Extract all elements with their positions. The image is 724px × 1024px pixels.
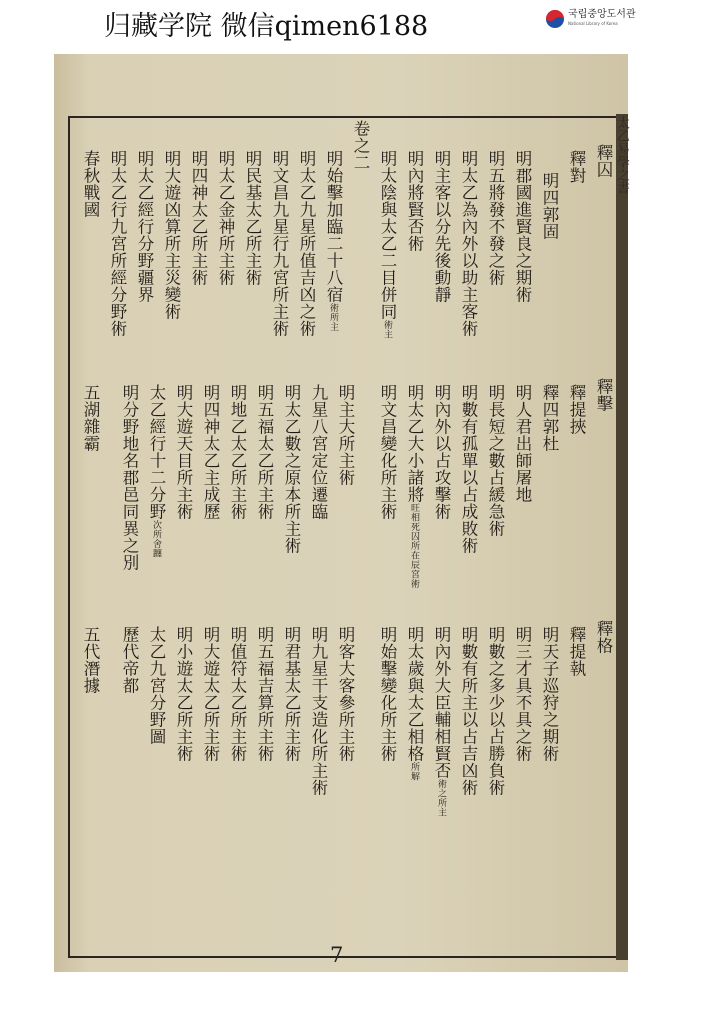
toc-entry: 明五福太乙所主術: [255, 384, 274, 520]
toc-entry: 明數有孤單以占成敗術: [459, 384, 478, 554]
toc-entry: 明太乙九星所值吉凶之術: [297, 150, 316, 337]
toc-entry: 明始擊變化所主術: [378, 626, 397, 762]
page-number: 7: [330, 943, 344, 967]
toc-heading-shitizhi: 釋提執: [567, 626, 586, 677]
toc-entry: 明三才具不具之術: [513, 626, 532, 762]
toc-entry: [376, 150, 398, 339]
library-logo-english: National Library of Korea: [568, 21, 618, 26]
toc-entry-note: 術所主: [328, 303, 338, 332]
toc-entry: 明數有所主以占吉凶術: [459, 626, 478, 796]
toc-entry-note: 所解: [409, 762, 419, 781]
toc-entry: 明太乙為內外以助主客術: [459, 150, 478, 337]
toc-entry: 釋四郭杜: [540, 384, 559, 452]
toc-entry: [403, 626, 425, 781]
toc-entry: 歷代帝都: [120, 626, 139, 694]
toc-entry-text: 明始擊加臨二十八宿: [324, 150, 343, 303]
toc-entry: [403, 384, 425, 589]
toc-entry-text: 明太乙大小諸將: [405, 384, 424, 503]
toc-entry: 五代潛據: [81, 626, 100, 694]
toc-entry: 明主大所主術: [336, 384, 355, 486]
toc-entry: 明民基太乙所主術: [243, 150, 262, 286]
toc-entry: 明四郭固: [540, 172, 559, 240]
toc-entry: 五湖雜霸: [81, 384, 100, 452]
toc-entry-text: 明太歲與太乙相格: [405, 626, 424, 762]
toc-heading-shitixie: 釋提挾: [567, 384, 586, 435]
toc-entry: 明九星干支造化所主術: [309, 626, 328, 796]
toc-entry: [322, 150, 344, 332]
toc-entry-note: 術之所主: [436, 779, 446, 817]
toc-entry: 明分野地名郡邑同異之別: [120, 384, 139, 571]
toc-entry: 九星八宮定位遷臨: [309, 384, 328, 520]
toc-entry: 明小遊太乙所主術: [174, 626, 193, 762]
toc-entry-text: 明太陰與太乙二目併同: [378, 150, 397, 320]
toc-entry-note: 次所舍躔: [151, 520, 161, 558]
toc-entry: 明四神太乙主成歷: [201, 384, 220, 520]
toc-entry: 明地乙太乙所主術: [228, 384, 247, 520]
toc-entry: 明數之多少以占勝負術: [486, 626, 505, 796]
toc-entry: 明值符太乙所主術: [228, 626, 247, 762]
watermark-banner: 归藏学院 微信qimen6188: [104, 11, 429, 42]
library-logo-korean: 국립중앙도서관: [568, 9, 636, 20]
national-library-emblem-icon: [545, 9, 565, 29]
toc-heading-shidui: 釋對: [567, 150, 586, 184]
toc-entry: 太乙九宮分野圖: [147, 626, 166, 745]
toc-entry: 明長短之數占緩急術: [486, 384, 505, 537]
spine-text: 太乙易學之書: [614, 116, 629, 194]
toc-entry-text: 太乙經行十二分野: [147, 384, 166, 520]
toc-entry: [430, 626, 452, 817]
toc-entry-text: 明內外大臣輔相賢否: [432, 626, 451, 779]
toc-heading-shiji: 釋擊: [594, 378, 613, 412]
toc-entry: 明太乙數之原本所主術: [282, 384, 301, 554]
toc-entry: 明君基太乙所主術: [282, 626, 301, 762]
toc-entry-note: 旺相死囚所在辰宮術: [409, 503, 419, 589]
toc-entry: 明客大客參所主術: [336, 626, 355, 762]
toc-entry: 明太乙金神所主術: [216, 150, 235, 286]
toc-entry: 明五將發不發之術: [486, 150, 505, 286]
toc-heading-shige: 釋格: [594, 620, 613, 654]
toc-heading-shiqiu: 釋囚: [594, 144, 613, 178]
toc-entry: [145, 384, 167, 558]
toc-entry: 明太乙行九宮所經分野術: [108, 150, 127, 337]
toc-entry: 春秋戰國: [81, 150, 100, 218]
toc-entry: 明太乙經行分野疆界: [135, 150, 154, 303]
scanned-book-page: [54, 54, 628, 972]
toc-entry-note: 術主: [382, 320, 392, 339]
toc-entry: 明大遊凶算所主災變術: [162, 150, 181, 320]
toc-entry: 明文昌九星行九宮所主術: [270, 150, 289, 337]
toc-entry: 明四神太乙所主術: [189, 150, 208, 286]
toc-entry: 明天子巡狩之期術: [540, 626, 559, 762]
toc-entry: 明內將賢否術: [405, 150, 424, 252]
volume-heading: 卷之二: [351, 120, 370, 171]
toc-entry: 明文昌變化所主術: [378, 384, 397, 520]
toc-entry: 明五福吉算所主術: [255, 626, 274, 762]
toc-entry: 明人君出師屠地: [513, 384, 532, 503]
toc-entry: 明郡國進賢良之期術: [513, 150, 532, 303]
library-logo: [545, 9, 636, 29]
toc-entry: 明主客以分先後動靜: [432, 150, 451, 303]
toc-entry: 明大遊太乙所主術: [201, 626, 220, 762]
toc-entry: 明大遊天目所主術: [174, 384, 193, 520]
toc-entry: 明內外以占攻擊術: [432, 384, 451, 520]
